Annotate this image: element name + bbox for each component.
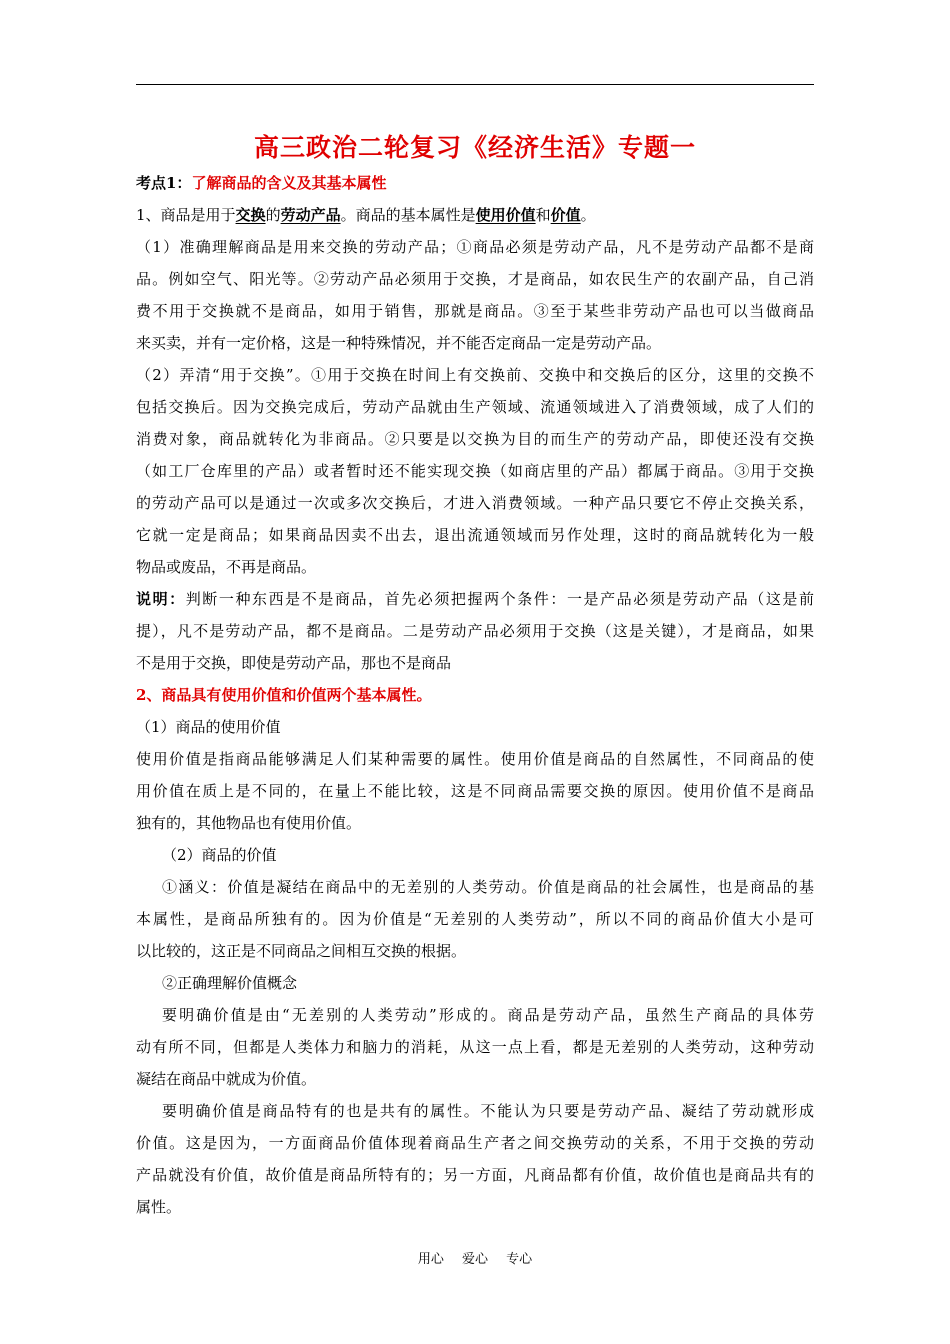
definition-part: 的: [265, 206, 281, 224]
paragraph-line: 动有所不同，但都是人类体力和脑力的消耗，从这一点上看，都是无差别的人类劳动，这种劳动: [136, 1038, 814, 1056]
definition-part: 和: [535, 206, 551, 224]
section-1-paragraph: [136, 231, 814, 359]
paragraph-line: 使用价值是指商品能够满足人们某种需要的属性。使用价值是商品的自然属性，不同商品的使: [136, 750, 814, 768]
paragraph-line: 费不用于交换就不是商品，如用于销售，那就是商品。③至于某些非劳动产品也可以当做商品: [136, 302, 814, 320]
paragraph-line: 产品就没有价值，故价值是商品所特有的；另一方面，凡商品都有价值，故价值也是商品共有的: [136, 1166, 814, 1184]
paragraph-line: 价值。这是因为，一方面商品价值体现着商品生产者之间交换劳动的关系，不用于交换的劳动: [136, 1134, 814, 1152]
paragraph-line: 以比较的，这正是不同商品之间相互交换的根据。: [136, 942, 467, 960]
paragraph-line: 消费对象，商品就转化为非商品。②只要是以交换为目的而生产的劳动产品，即使还没有交换: [136, 430, 814, 448]
value-concept-paragraph-a: [136, 999, 814, 1095]
note-text: 判断一种东西是不是商品，首先必须把握两个条件：一是产品必须是劳动产品（这是前: [185, 590, 814, 608]
paragraph-line: 要明确价值是商品特有的也是共有的属性。不能认为只要是劳动产品、凝结了劳动就形成: [162, 1102, 814, 1120]
paragraph-line: 属性。: [136, 1198, 182, 1216]
note-label: 说明：: [136, 590, 186, 608]
definition-part: 。商品的基本属性是: [340, 206, 476, 224]
kaodian-text: 了解商品的含义及其基本属性: [191, 174, 387, 192]
use-value-paragraph: [136, 743, 814, 839]
paragraph-line: 要明确价值是由“无差别的人类劳动”形成的。商品是劳动产品，虽然生产商品的具体劳: [162, 1006, 814, 1024]
value-definition-paragraph: [136, 871, 814, 967]
definition-part: 。: [580, 206, 596, 224]
term-value: 价值: [550, 206, 581, 224]
document-body: [136, 167, 814, 1223]
value-heading: （2）商品的价值: [162, 846, 277, 864]
page-footer: 用心 爱心 专心: [417, 1252, 533, 1267]
paragraph-line: ①涵义：价值是凝结在商品中的无差别的人类劳动。价值是商品的社会属性，也是商品的基: [162, 878, 814, 896]
use-value-heading: （1）商品的使用价值: [136, 718, 281, 736]
paragraph-line: 用价值在质上是不同的，在量上不能比较，这是不同商品需要交换的原因。使用价值不是商品: [136, 782, 814, 800]
note-line: 提），凡不是劳动产品，都不是商品。二是劳动产品必须用于交换（这是关键），才是商品，如果: [136, 622, 814, 640]
kaodian-line: [136, 167, 814, 199]
paragraph-line: 独有的，其他物品也有使用价值。: [136, 814, 362, 832]
note-paragraph: [136, 583, 814, 679]
paragraph-line: （2）弄清“用于交换”。①用于交换在时间上有交换前、交换中和交换后的区分，这里的交换不: [136, 366, 814, 384]
value-concept-heading: ②正确理解价值概念: [162, 974, 298, 992]
header-rule: [136, 84, 814, 85]
value-concept-paragraph-b: [136, 1095, 814, 1223]
section-2-paragraph: [136, 359, 814, 583]
note-line: [136, 583, 814, 615]
definition-line: [136, 199, 814, 231]
paragraph-line: 包括交换后。因为交换完成后，劳动产品就由生产领域、流通领域进入了消费领域，成了人们的: [136, 398, 814, 416]
paragraph-line: 物品或废品，不再是商品。: [136, 558, 317, 576]
note-line: 不是用于交换，即使是劳动产品，那也不是商品: [136, 654, 452, 672]
paragraph-line: 本属性，是商品所独有的。因为价值是“无差别的人类劳动”，所以不同的商品价值大小是可: [136, 910, 814, 928]
paragraph-line: 它就一定是商品；如果商品因卖不出去，退出流通领域而另作处理，这时的商品就转化为一般: [136, 526, 814, 544]
paragraph-line: 来买卖，并有一定价格，这是一种特殊情况，并不能否定商品一定是劳动产品。: [136, 334, 662, 352]
kaodian-label: 考点1：: [136, 174, 192, 192]
paragraph-line: 品。例如空气、阳光等。②劳动产品必须用于交换，才是商品，如农民生产的农副产品，自己消: [136, 270, 814, 288]
section-heading-2: 2、商品具有使用价值和价值两个基本属性。: [136, 686, 432, 704]
paragraph-line: 的劳动产品可以是通过一次或多次交换后，才进入消费领域。一种产品只要它不停止交换关系，: [136, 494, 814, 512]
paragraph-line: （1）准确理解商品是用来交换的劳动产品；①商品必须是劳动产品，凡不是劳动产品都不是商: [136, 238, 814, 256]
paragraph-line: （如工厂仓库里的产品）或者暂时还不能实现交换（如商店里的产品）都属于商品。③用于交换: [136, 462, 814, 480]
paragraph-line: 凝结在商品中就成为价值。: [136, 1070, 317, 1088]
term-use-value: 使用价值: [475, 206, 536, 224]
term-exchange: 交换: [235, 206, 266, 224]
term-labor-product: 劳动产品: [280, 206, 341, 224]
definition-part: 1、商品是用于: [136, 206, 236, 224]
page-title: 高三政治二轮复习《经济生活》专题一: [253, 133, 696, 162]
